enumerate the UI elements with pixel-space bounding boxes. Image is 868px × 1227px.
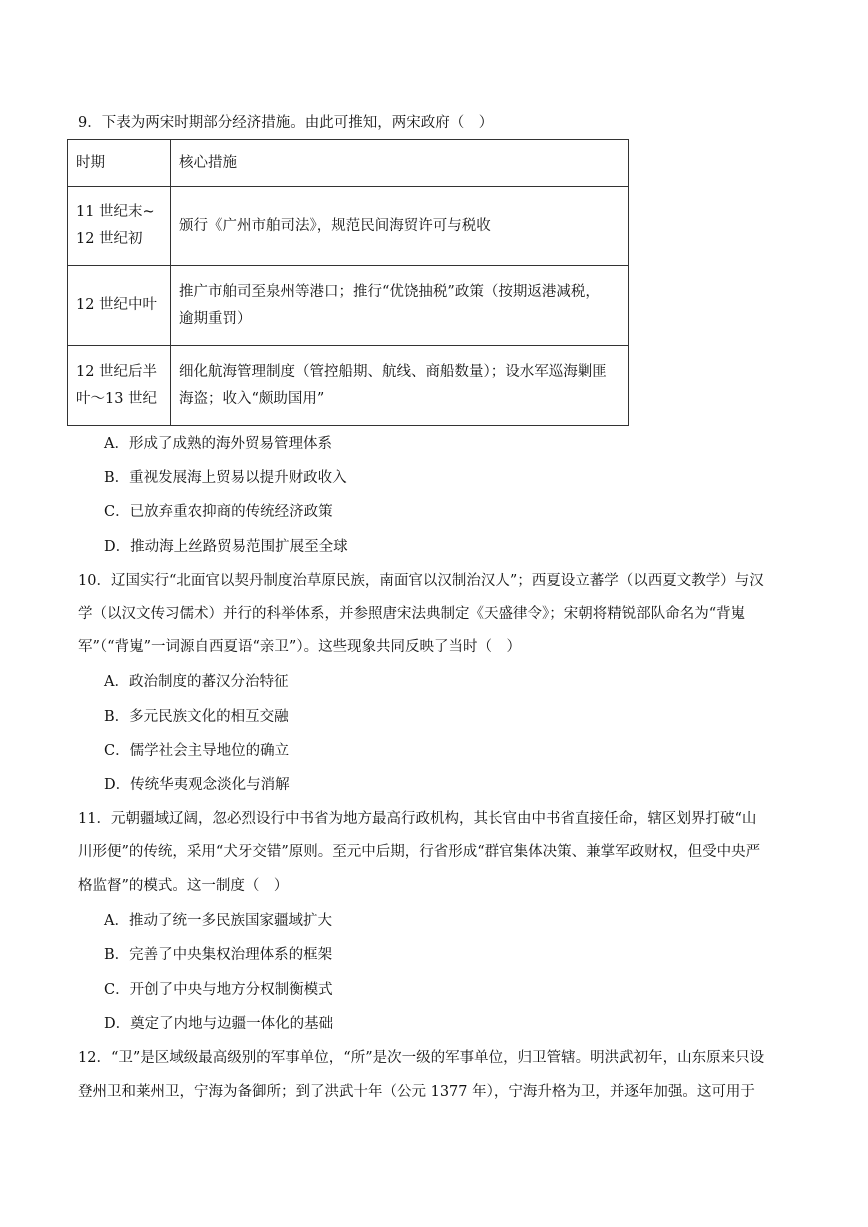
q12-stem-line: 登州卫和莱州卫，宁海为备御所；到了洪武十年（公元 1377 年），宁海升格为卫，并逐年加强。这可用于	[78, 1084, 755, 1100]
q10-option-c[interactable]: C．儒学社会主导地位的确立	[104, 743, 290, 759]
table-header-period: 时期	[68, 140, 171, 187]
q10-stem-line: 学（以汉文传习儒术）并行的科举体系，并参照唐宋法典制定《天盛律令》；宋朝将精锐部队命名为“背嵬	[78, 606, 746, 622]
q11-option-b[interactable]: B．完善了中央集权治理体系的框架	[104, 947, 333, 963]
q11-stem-line: 11．元朝疆域辽阔，忽必烈设行中书省为地方最高行政机构，其长官由中书省直接任命，辖区划界打破“山	[78, 811, 757, 827]
q9-option-d[interactable]: D．推动海上丝路贸易范围扩展至全球	[104, 539, 348, 555]
q9-option-b[interactable]: B．重视发展海上贸易以提升财政收入	[104, 470, 347, 486]
table-row	[68, 187, 629, 266]
q10-stem-line: 10．辽国实行“北面官以契丹制度治草原民族，南面官以汉制治汉人”；西夏设立蕃学（以西夏文教学）与汉	[78, 573, 764, 589]
q10-option-d[interactable]: D．传统华夷观念淡化与消解	[104, 777, 290, 793]
q11-option-d[interactable]: D．奠定了内地与边疆一体化的基础	[104, 1016, 334, 1032]
table-cell-period: 12 世纪中叶	[68, 266, 171, 346]
table-row	[68, 266, 629, 346]
table-cell-measure: 推广市舶司至泉州等港口；推行“优饶抽税”政策（按期返港减税， 逾期重罚）	[171, 266, 629, 346]
table-cell-measure: 细化航海管理制度（管控船期、航线、商船数量）；设水军巡海剿匪 海盗；收入“颇助国用”	[171, 346, 629, 426]
q11-stem-line: 格监督”的模式。这一制度（ ）	[78, 878, 289, 894]
q9-stem: 9．下表为两宋时期部分经济措施。由此可推知，两宋政府（ ）	[78, 115, 494, 131]
table-cell-period: 11 世纪末~ 12 世纪初	[68, 187, 171, 266]
table-cell-period: 12 世纪后半 叶～13 世纪	[68, 346, 171, 426]
q9-option-a[interactable]: A．形成了成熟的海外贸易管理体系	[104, 436, 332, 452]
q9-option-c[interactable]: C．已放弃重农抑商的传统经济政策	[104, 504, 333, 520]
q10-stem-line: 军”（“背嵬”一词源自西夏语“亲卫”）。这些现象共同反映了当时（ ）	[78, 639, 522, 655]
q12-stem-line: 12．“卫”是区域级最高级别的军事单位，“所”是次一级的军事单位，归卫管辖。明洪武初年，山东原来只设	[78, 1050, 765, 1066]
q11-stem-line: 川形便”的传统，采用“犬牙交错”原则。至元中后期，行省形成“群官集体决策、兼掌军政财权，但受中央严	[78, 844, 761, 860]
q10-option-b[interactable]: B．多元民族文化的相互交融	[104, 709, 289, 725]
table-header-measure: 核心措施	[171, 140, 629, 187]
table-cell-measure: 颁行《广州市舶司法》，规范民间海贸许可与税收	[171, 187, 629, 266]
q10-option-a[interactable]: A．政治制度的蕃汉分治特征	[104, 674, 289, 690]
q11-option-c[interactable]: C．开创了中央与地方分权制衡模式	[104, 982, 333, 998]
q9-table	[67, 139, 629, 426]
table-header-row	[68, 140, 629, 187]
q11-option-a[interactable]: A．推动了统一多民族国家疆域扩大	[104, 913, 332, 929]
table-row	[68, 346, 629, 426]
